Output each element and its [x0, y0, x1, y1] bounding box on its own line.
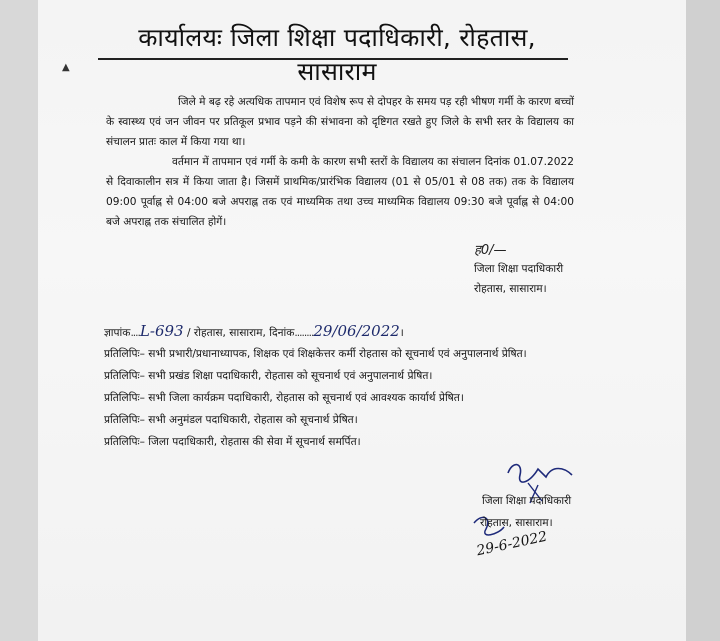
memo-place: / रोहतास, सासाराम, दिनांक [186, 327, 295, 339]
memo-reference [104, 322, 404, 340]
margin-mark: ▲ [62, 62, 70, 73]
copy-line-3: प्रतिलिपिः– सभी जिला कार्यक्रम पदाधिकारी, रोहतास को सूचनार्थ एवं आवश्यक कार्यार्थ प्रेषित। [104, 392, 464, 404]
date-dots: ........ [294, 327, 314, 339]
memo-dots: .... [130, 327, 140, 339]
bottom-signatory-place: रोहतास, सासाराम। [480, 517, 553, 529]
signatory-place: रोहतास, सासाराम। [474, 283, 547, 295]
bottom-signatory-designation: जिला शिक्षा पदाधिकारी [482, 495, 572, 507]
signatory-designation: जिला शिक्षा पदाधिकारी [474, 263, 564, 275]
signature-scrawl: ह0/— [474, 243, 507, 258]
copy-line-1: प्रतिलिपिः– सभी प्रभारी/प्रधानाध्यापक, शिक्षक एवं शिक्षकेत्तर कर्मी रोहतास को सूचनार्थ एवं अनुपालनार्थ प्रेषित। [104, 348, 527, 360]
memo-number: L-693 [139, 322, 184, 340]
memo-date: 29/06/2022 [313, 322, 400, 340]
title-underline [98, 58, 568, 60]
copy-line-4: प्रतिलिपिः– सभी अनुमंडल पदाधिकारी, रोहतास को सूचनार्थ प्रेषित। [104, 414, 358, 426]
paragraph-1: जिले मे बढ़ रहे अत्यधिक तापमान एवं विशेष रूप से दोपहर के समय पड़ रही भीषण गर्मी के कारण बच्चों के स्वास्थ्य एवं जन जीवन पर प्रतिकूल प्रभाव पड़ने की संभावना को दृष्टिगत रखते हुए जिले के सभी स्तर के विद्यालय का संचालन प्रातः काल में किया गया था। [106, 96, 574, 148]
copy-line-2: प्रतिलिपिः– सभी प्रखंड शिक्षा पदाधिकारी, रोहतास को सूचनार्थ एवं अनुपालनार्थ प्रेषित। [104, 370, 433, 382]
memo-label: ज्ञापांक [104, 327, 131, 339]
scan-right-edge [686, 0, 720, 641]
office-title: कार्यालयः जिला शिक्षा पदाधिकारी, रोहतास, सासाराम [138, 23, 536, 86]
scan-left-edge [0, 0, 38, 641]
handwritten-date: 29-6-2022 [475, 528, 549, 560]
paragraph-2: वर्तमान में तापमान एवं गर्मी के कमी के कारण सभी स्तरों के विद्यालय का संचालन दिनांक 01.07.2022 से दिवाकालीन सत्र में किया जाता है। जिसमें प्राथमिक/प्रारंभिक विद्यालय (01 से 05/01 से 08 तक) तक के विद्यालय 09:00 पूर्वाह्न से 04:00 बजे अपराह्न तक एवं माध्यमिक तथा उच्च माध्यमिक विद्यालय 09:30 बजे पूर्वाह्न से 04:00 बजे अपराह्न तक संचालित होगें। [106, 156, 574, 228]
memo-end: । [399, 327, 404, 339]
copy-line-5: प्रतिलिपिः– जिला पदाधिकारी, रोहतास की सेवा में सूचनार्थ समर्पित। [104, 436, 361, 448]
